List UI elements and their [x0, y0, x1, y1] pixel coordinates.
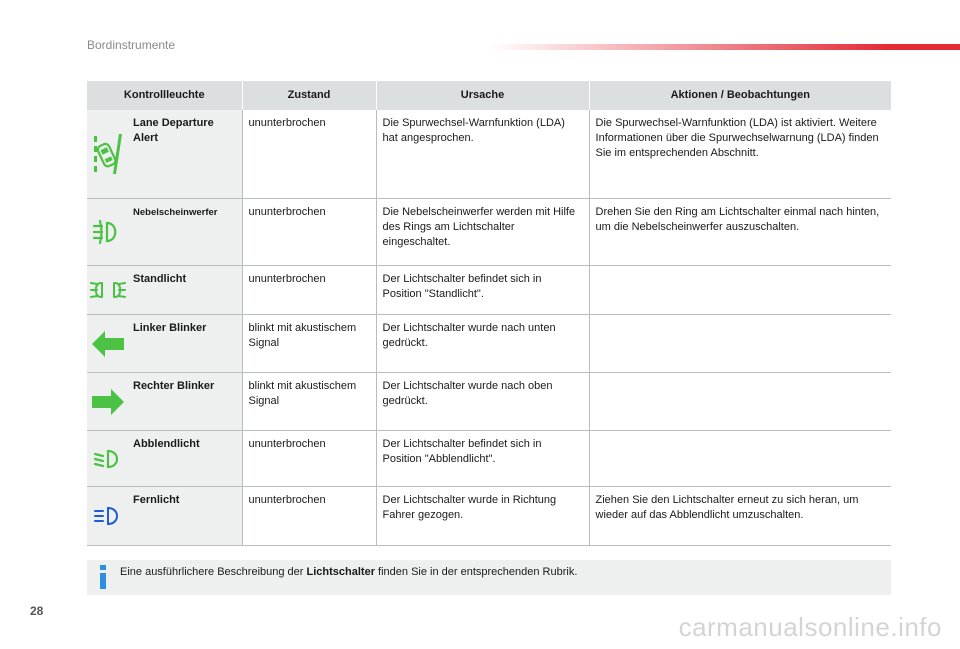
indicator-cause: Der Lichtschalter wurde nach unten gedrückt. [376, 315, 589, 373]
info-text-bold: Lichtschalter [306, 566, 375, 578]
table-row [87, 373, 891, 431]
right-indicator-icon [87, 373, 129, 431]
indicator-name: Abblendlicht [129, 431, 242, 487]
table-row [87, 315, 891, 373]
header-accent-bar [490, 44, 960, 50]
indicator-cause: Der Lichtschalter wurde in Richtung Fahrer gezogen. [376, 487, 589, 546]
table-header-row [87, 81, 891, 110]
indicator-action [589, 431, 891, 487]
indicator-action: Die Spurwechsel-Warnfunktion (LDA) ist aktiviert. Weitere Informationen über die Spurwechselwarnung (LDA) finden Sie im entsprechenden Abschnitt. [589, 110, 891, 199]
sidelight-icon [87, 266, 129, 315]
indicator-state: ununterbrochen [242, 199, 376, 266]
info-icon [96, 565, 110, 589]
indicator-cause: Der Lichtschalter befindet sich in Position "Abblendlicht". [376, 431, 589, 487]
indicator-state: ununterbrochen [242, 110, 376, 199]
table-row [87, 266, 891, 315]
header-ursache: Ursache [376, 81, 589, 110]
indicator-name: Standlicht [129, 266, 242, 315]
indicator-name: Linker Blinker [129, 315, 242, 373]
table-row [87, 110, 891, 199]
indicator-table [87, 81, 891, 546]
indicator-name: Fernlicht [129, 487, 242, 546]
indicator-cause: Die Nebelscheinwerfer werden mit Hilfe des Rings am Lichtschalter eingeschaltet. [376, 199, 589, 266]
indicator-state: blinkt mit akustischem Signal [242, 373, 376, 431]
indicator-cause: Der Lichtschalter befindet sich in Position "Standlicht". [376, 266, 589, 315]
page-number: 28 [30, 604, 44, 618]
indicator-name: Lane Departure Alert [129, 110, 242, 199]
table-row [87, 199, 891, 266]
main-beam-icon [87, 487, 129, 546]
indicator-action [589, 266, 891, 315]
info-text: Eine ausführlichere Beschreibung der Lichtschalter finden Sie in der entsprechenden Rubrik. [120, 566, 578, 578]
watermark: carmanualsonline.info [678, 612, 942, 642]
indicator-action: Drehen Sie den Ring am Lichtschalter einmal nach hinten, um die Nebelscheinwerfer auszuschalten. [589, 199, 891, 266]
indicator-action [589, 315, 891, 373]
header-aktionen: Aktionen / Beobachtungen [589, 81, 891, 110]
header-zustand: Zustand [242, 81, 376, 110]
indicator-name: Nebelscheinwerfer [129, 199, 242, 266]
indicator-name: Rechter Blinker [129, 373, 242, 431]
indicator-cause: Der Lichtschalter wurde nach oben gedrückt. [376, 373, 589, 431]
indicator-state: blinkt mit akustischem Signal [242, 315, 376, 373]
indicator-action [589, 373, 891, 431]
indicator-state: ununterbrochen [242, 487, 376, 546]
section-title: Bordinstrumente [87, 38, 176, 52]
info-box [87, 560, 891, 595]
table-row [87, 431, 891, 487]
dipped-beam-icon [87, 431, 129, 487]
lane-departure-icon [87, 110, 129, 199]
indicator-state: ununterbrochen [242, 266, 376, 315]
fog-light-icon [87, 199, 129, 266]
indicator-state: ununterbrochen [242, 431, 376, 487]
table-row [87, 487, 891, 546]
indicator-action: Ziehen Sie den Lichtschalter erneut zu sich heran, um wieder auf das Abblendlicht umzuschalten. [589, 487, 891, 546]
left-indicator-icon [87, 315, 129, 373]
header-kontrollleuchte: Kontrollleuchte [87, 81, 242, 110]
indicator-cause: Die Spurwechsel-Warnfunktion (LDA) hat angesprochen. [376, 110, 589, 199]
